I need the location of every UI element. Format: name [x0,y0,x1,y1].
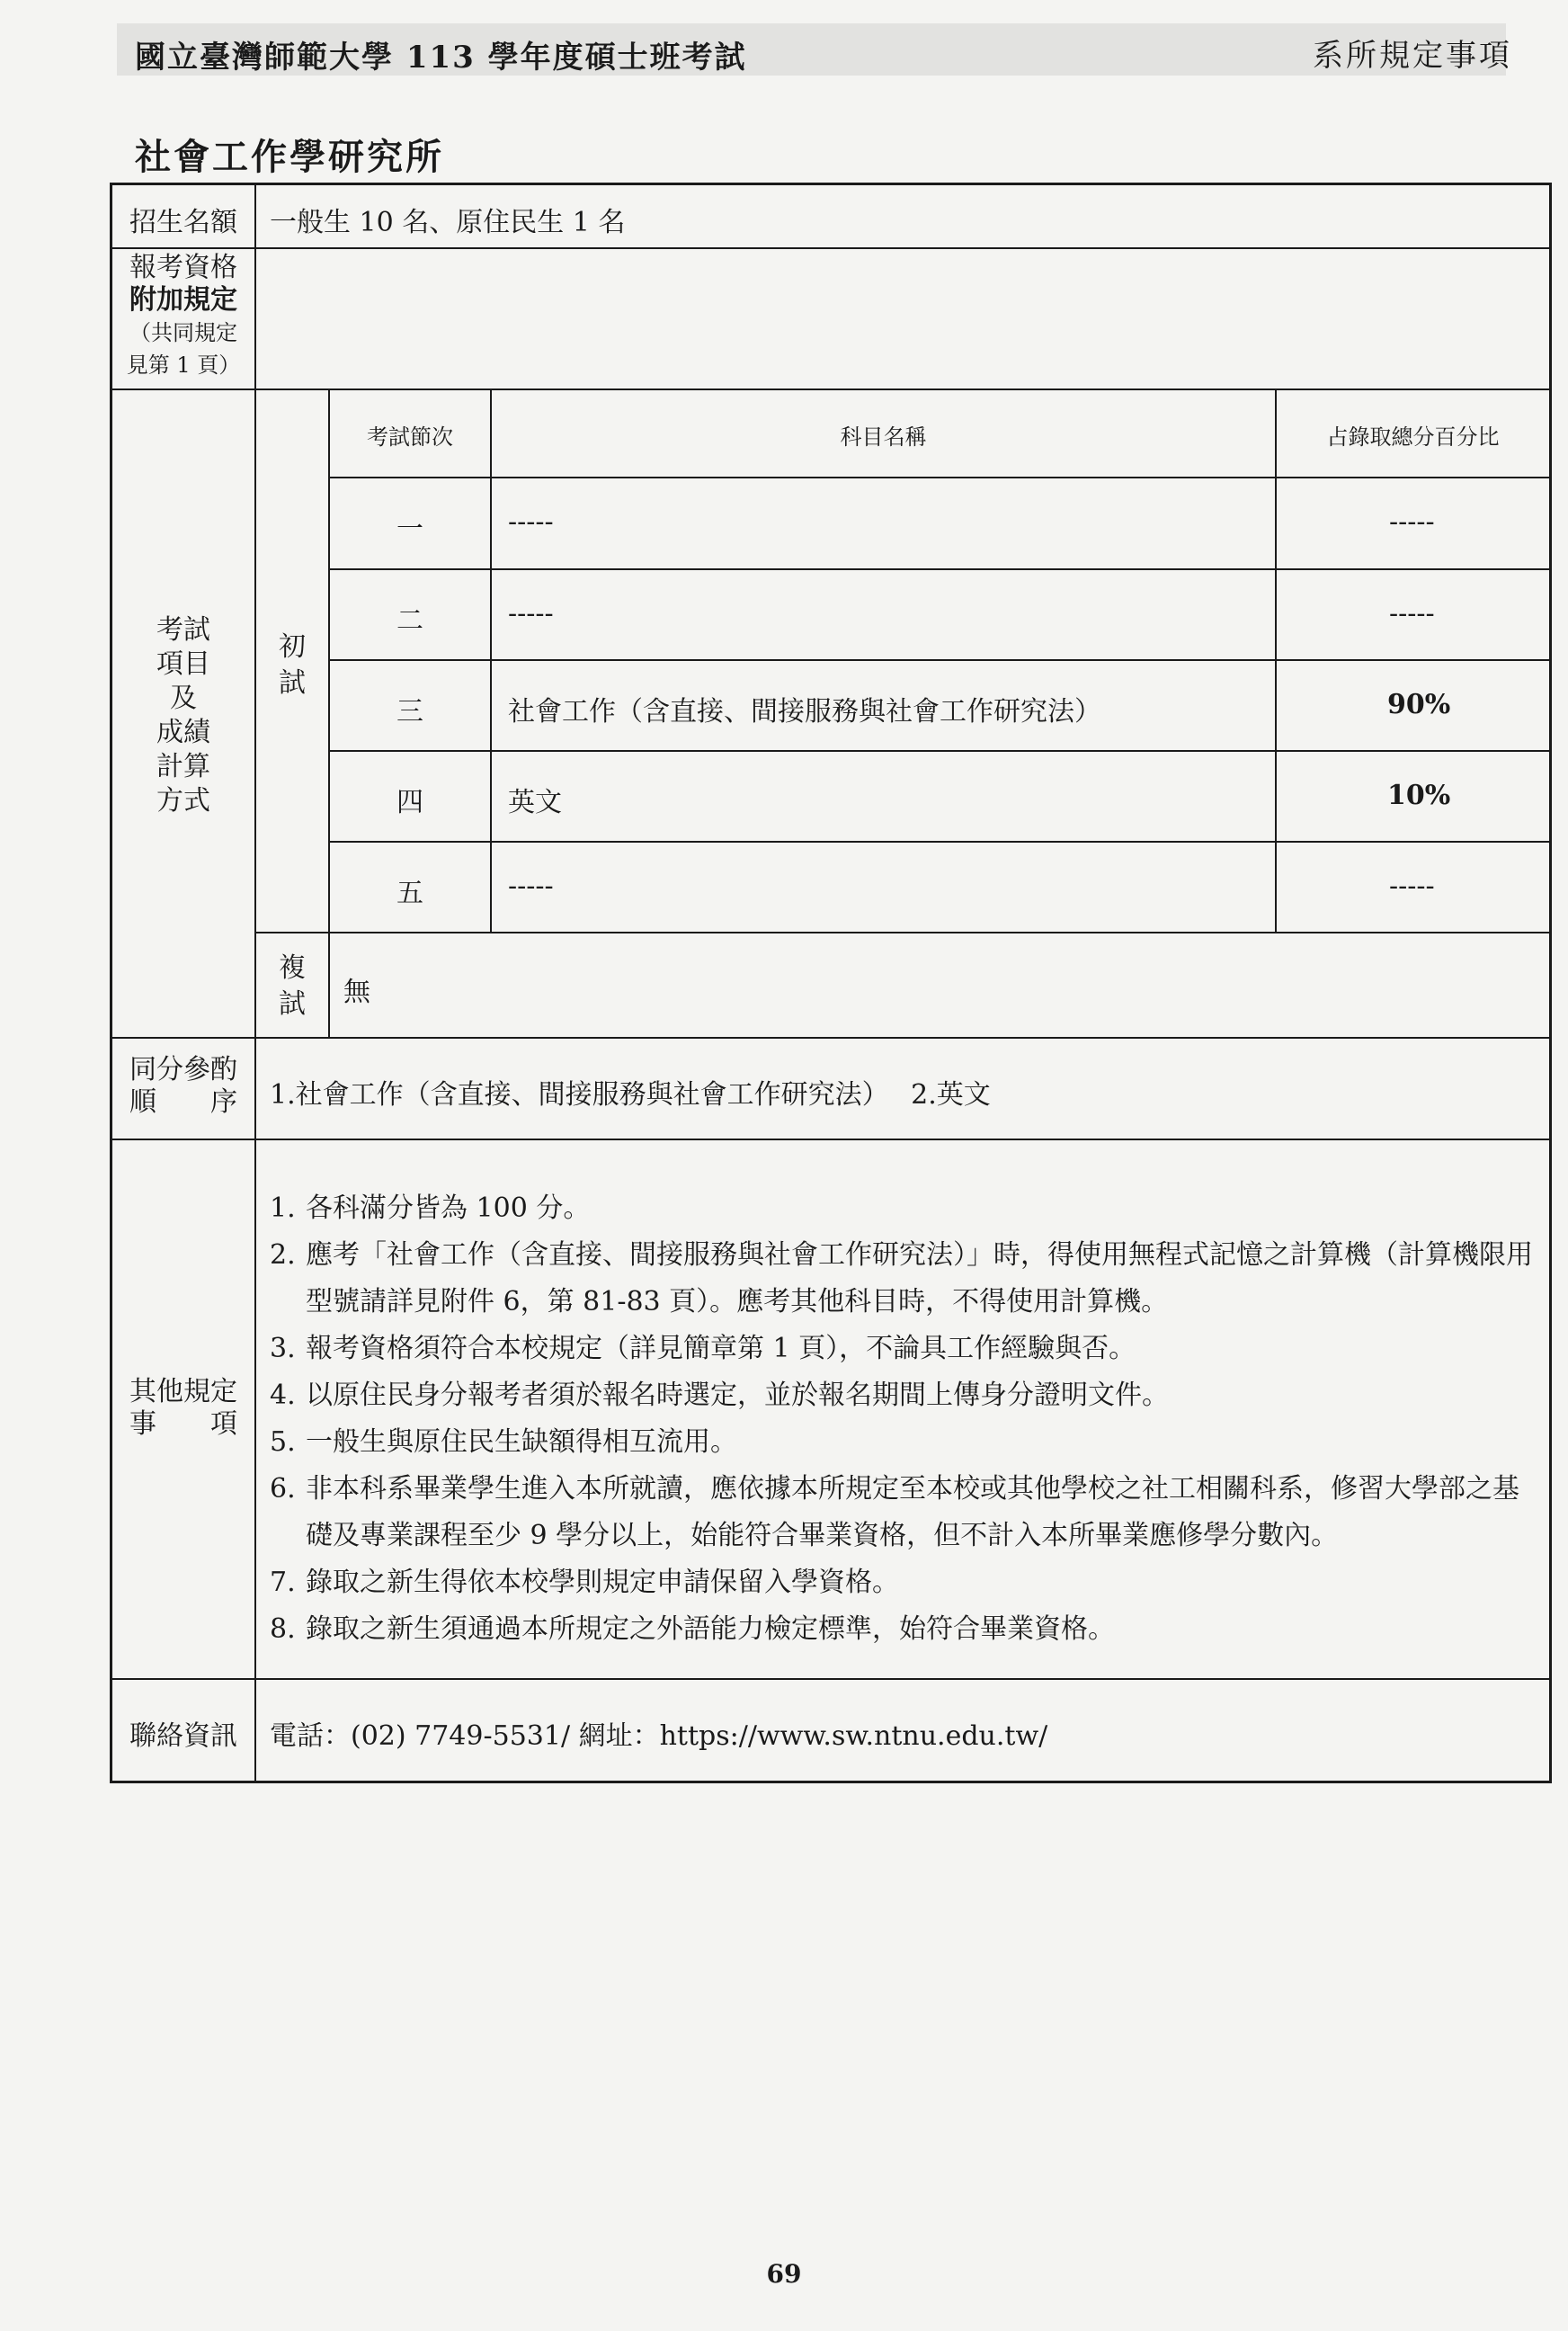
list-item [270,1326,1537,1372]
other-rules-label [112,1376,254,1441]
department-title: 社會工作學研究所 [135,136,444,178]
percent-cell: 90% [1387,689,1451,720]
percent-cell: ----- [1389,598,1435,630]
session-cell: 三 [396,696,423,728]
subject-cell: 英文 [508,787,562,818]
subject-cell: ----- [508,506,554,538]
list-item-text: 一般生與原住民生缺額得相互流用。 [306,1426,737,1458]
subject-cell: ----- [508,598,554,630]
list-item-number: 8. [270,1613,296,1645]
list-item-text: 以原住民身分報考者須於報名時選定，並於報名期間上傳身分證明文件。 [306,1380,1169,1411]
contact-label: 聯絡資訊 [129,1720,237,1752]
enrollment-value: 一般生 10 名、原住民生 1 名 [270,207,626,238]
preliminary-exam-label [256,630,328,701]
list-item [270,1232,1537,1326]
percent-cell: ----- [1389,871,1435,902]
other-rules-label-line2: 事 項 [129,1408,237,1440]
list-item [270,1185,1537,1232]
percent-cell: 10% [1387,780,1451,811]
qualification-label-line4: 見第 1 頁） [126,353,241,378]
second-exam-value: 無 [343,977,370,1008]
list-item-number: 1. [270,1192,296,1224]
list-item [270,1559,1537,1606]
list-item-number: 4. [270,1380,296,1411]
tie-break-value: 1.社會工作（含直接、間接服務與社會工作研究法） 2.英文 [270,1079,991,1111]
list-item-number: 7. [270,1567,296,1598]
exam-label-line: 及 [170,683,197,714]
exam-label-line: 成績 [156,717,210,748]
subject-cell: ----- [508,871,554,902]
tie-break-label-line2: 順 序 [129,1086,237,1118]
list-item-text: 各科滿分皆為 100 分。 [306,1192,591,1224]
list-item [270,1606,1537,1653]
second-exam-label [256,951,328,1023]
list-item-number: 6. [270,1473,296,1505]
exam-label [112,613,254,818]
exam-label-line: 方式 [156,785,210,817]
header-school-exam-title: 國立臺灣師範大學 113 學年度碩士班考試 [135,40,747,76]
list-item-text: 錄取之新生須通過本所規定之外語能力檢定標準，始符合畢業資格。 [306,1613,1115,1645]
qualification-label-line2: 附加規定 [129,284,237,316]
col-header-subject: 科目名稱 [840,424,927,450]
qualification-label-line1: 報考資格 [129,252,237,283]
exam-label-line: 項目 [156,648,210,680]
tie-break-label-line1: 同分參酌 [129,1054,237,1085]
tie-break-label [112,1054,254,1119]
qualification-label-line3: （共同規定 [129,320,237,345]
list-item-text: 錄取之新生得依本校學則規定申請保留入學資格。 [306,1567,899,1598]
second-label-char: 試 [279,988,306,1020]
preliminary-label-char: 試 [279,667,306,699]
subject-cell: 社會工作（含直接、間接服務與社會工作研究法） [508,696,1101,728]
list-item-text: 應考「社會工作（含直接、間接服務與社會工作研究法）」時，得使用無程式記憶之計算機（計算機限用型號請詳見附件 6，第 81-83 頁）。應考其他科目時，不得使用計算機。 [306,1239,1533,1317]
header-section-title: 系所規定事項 [1313,38,1512,74]
enrollment-label: 招生名額 [129,207,237,238]
list-item [270,1466,1537,1559]
list-item-text: 非本科系畢業學生進入本所就讀，應依據本所規定至本校或其他學校之社工相關科系，修習大學部之基礎及專業課程至少 9 學分以上，始能符合畢業資格，但不計入本所畢業應修學分數內。 [306,1473,1519,1551]
col-header-percent: 占錄取總分百分比 [1326,424,1500,450]
exam-label-line: 考試 [156,614,210,646]
list-item-number: 5. [270,1426,296,1458]
session-cell: 五 [396,878,423,909]
qualification-label [112,252,254,381]
contact-value: 電話：(02) 7749-5531/ 網址：https://www.sw.ntnu.edu.tw/ [270,1720,1048,1752]
list-item [270,1372,1537,1419]
list-item-text: 報考資格須符合本校規定（詳見簡章第 1 頁），不論具工作經驗與否。 [306,1333,1136,1364]
other-rules-list [270,1185,1537,1653]
session-cell: 二 [396,605,423,637]
exam-label-line: 計算 [156,751,210,782]
col-header-session: 考試節次 [367,424,453,450]
page-number: 69 [766,2259,802,2289]
list-item-number: 3. [270,1333,296,1364]
list-item-number: 2. [270,1239,296,1271]
list-item [270,1419,1537,1466]
other-rules-label-line1: 其他規定 [129,1376,237,1407]
second-label-char: 複 [279,952,306,984]
percent-cell: ----- [1389,506,1435,538]
preliminary-label-char: 初 [279,631,306,663]
session-cell: 一 [396,514,423,545]
session-cell: 四 [396,787,423,818]
